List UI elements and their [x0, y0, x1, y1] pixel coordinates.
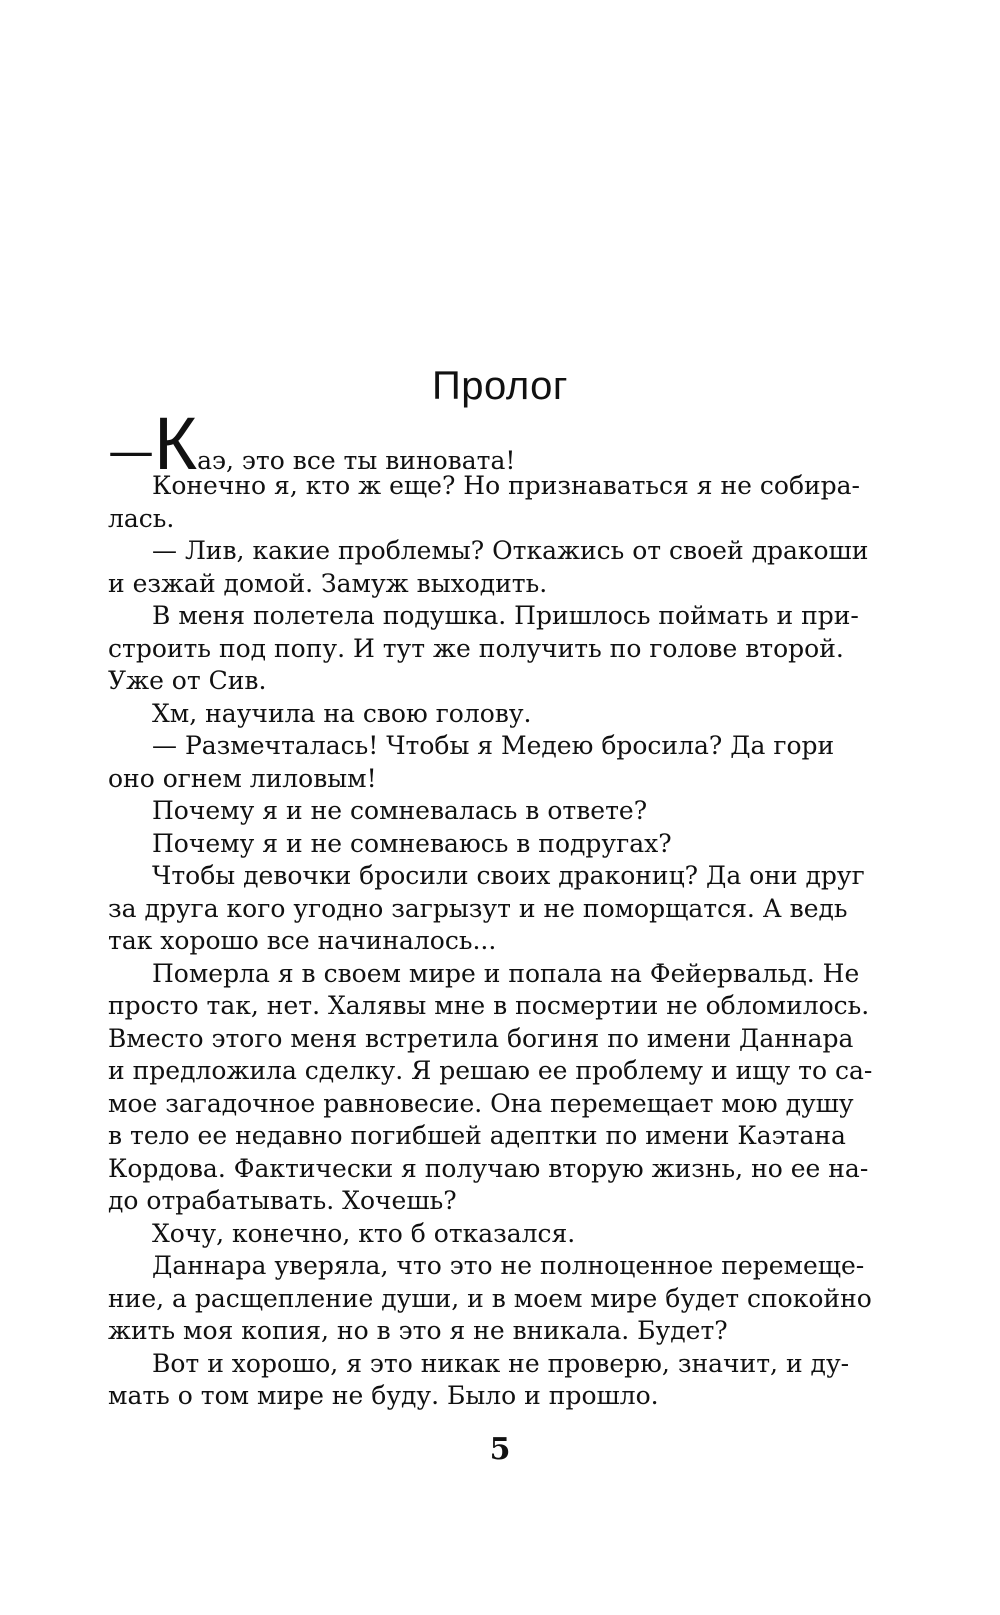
text-line: Даннара уверяла, что это не полноценное перемеще- [152, 1251, 865, 1280]
text-line: и предложила сделку. Я решаю ее проблему и ищу то са- [108, 1056, 873, 1085]
text-line: жить моя копия, но в это я не вникала. Будет? [108, 1316, 728, 1345]
opening-line-text: аэ, это все ты виновата! [197, 446, 516, 475]
text-line: мать о том мире не буду. Было и прошло. [108, 1381, 659, 1410]
chapter-title: Пролог [432, 364, 568, 408]
drop-cap: К [154, 402, 198, 485]
opening-line [108, 402, 832, 485]
text-line: Конечно я, кто ж еще? Но признаваться я не собира- [152, 471, 861, 500]
text-line: — Размечталась! Чтобы я Медею бросила? Да гори [152, 731, 835, 760]
text-line: Почему я и не сомневалась в ответе? [152, 796, 648, 825]
body-text [108, 402, 873, 1413]
page-number: 5 [489, 1432, 511, 1467]
text-line: В меня полетела подушка. Пришлось поймать и при- [152, 601, 859, 630]
text-line: оно огнем лиловым! [108, 763, 377, 793]
text-line: Хм, научила на свою голову. [152, 698, 532, 728]
text-line: Почему я и не сомневаюсь в подругах? [152, 828, 672, 858]
text-line: — Лив, какие проблемы? Откажись от своей дракоши [152, 536, 869, 565]
text-line: за друга кого угодно загрызут и не поморщатся. А ведь [108, 893, 848, 923]
text-line: в тело ее недавно погибшей адептки по имени Каэтана [108, 1121, 846, 1150]
text-line: Вместо этого меня встретила богиня по имени Даннара [108, 1023, 854, 1053]
text-line: Чтобы девочки бросили своих дракониц? Да они друг [152, 861, 865, 890]
text-line: ние, а расщепление души, и в моем мире будет спокойно [108, 1283, 872, 1313]
text-line: до отрабатывать. Хочешь? [108, 1186, 457, 1215]
text-line: Хочу, конечно, кто б отказался. [152, 1218, 576, 1248]
text-line: мое загадочное равновесие. Она перемещает мою душу [108, 1088, 854, 1118]
opening-dash: — [108, 424, 154, 478]
text-line: и езжай домой. Замуж выходить. [108, 568, 548, 598]
text-line: строить под попу. И тут же получить по голове второй. [108, 633, 844, 663]
text-line: просто так, нет. Халявы мне в посмертии не обломилось. [108, 991, 870, 1020]
text-line: так хорошо все начиналось... [108, 926, 497, 955]
text-line: Кордова. Фактически я получаю вторую жизнь, но ее на- [108, 1153, 869, 1183]
text-line: лась. [108, 503, 175, 533]
text-line: Померла я в своем мире и попала на Фейервальд. Не [152, 958, 860, 988]
text-line: Уже от Сив. [108, 666, 267, 695]
text-line: Вот и хорошо, я это никак не проверю, значит, и ду- [152, 1348, 850, 1378]
